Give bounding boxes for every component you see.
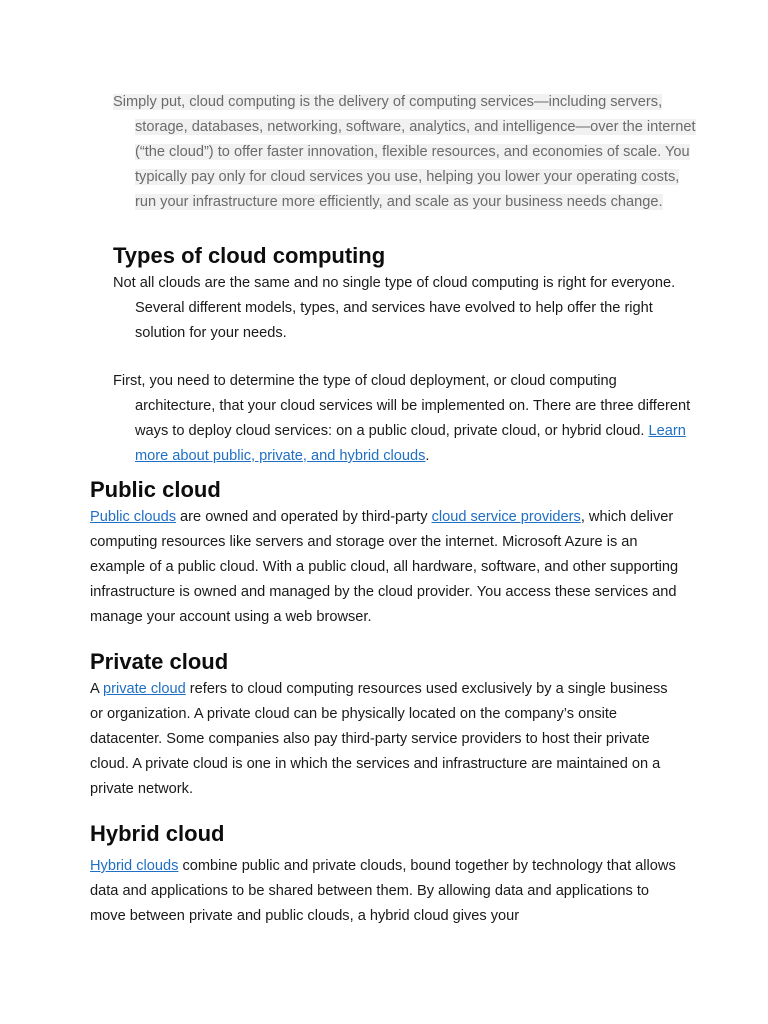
heading-public-cloud: Public cloud — [90, 477, 221, 502]
hybrid-text-1: combine public and private clouds, bound together by technology that allows data and applications to be shared between them. By allowing data and applications to move between private and public clouds, a hybrid cloud gives your — [90, 858, 676, 924]
hybrid-clouds-link[interactable]: Hybrid clouds — [90, 858, 179, 874]
public-text-1: are owned and operated by third-party — [176, 509, 432, 525]
types-p2-end: . — [425, 448, 430, 464]
types-p2-text: First, you need to determine the type of cloud deployment, or cloud computing architecture, that your cloud services will be implemented on. There are three different ways to deploy cloud services: on a public cloud, private cloud, or hybrid cloud. — [113, 373, 691, 439]
private-cloud-paragraph — [90, 677, 680, 802]
private-text-1: refers to cloud computing resources used exclusively by a single business or organization. A private cloud can be physically located on the company’s onsite datacenter. Some companies also pay third-party service providers to host their private cloud. A private cloud is one in which the services and infrastructure are maintained on a private network. — [90, 681, 668, 797]
intro-paragraph — [113, 90, 701, 215]
learn-more-link[interactable]: Learn more about public, private, and hybrid clouds — [135, 423, 686, 464]
types-paragraph-1: Not all clouds are the same and no single type of cloud computing is right for everyone. Several different models, types, and services have evolved to help offer the right solution for your needs. — [113, 275, 676, 341]
cloud-service-providers-link[interactable]: cloud service providers — [431, 509, 581, 525]
heading-private-cloud: Private cloud — [90, 649, 229, 674]
private-cloud-link[interactable]: private cloud — [102, 681, 186, 697]
public-clouds-link[interactable]: Public clouds — [90, 509, 176, 525]
intro-text: Simply put, cloud computing is the delivery of computing services—including servers, storage, databases, networking, software, analytics, and intelligence—over the internet (“the cloud”) to offer faster innovation, flexible resources, and economies of scale. You typically pay only for cloud services you use, helping you lower your operating costs, run your infrastructure more efficiently, and scale as your business needs change. — [113, 94, 696, 210]
heading-types-of-cloud-computing: Types of cloud computing — [113, 243, 386, 268]
private-text-0: A — [90, 681, 103, 697]
hybrid-cloud-paragraph — [90, 854, 680, 929]
heading-hybrid-cloud: Hybrid cloud — [90, 821, 225, 846]
types-paragraph-2 — [113, 369, 701, 469]
public-cloud-paragraph — [90, 505, 680, 630]
public-text-2: , which deliver computing resources like servers and storage over the internet. Microsoft Azure is an example of a public cloud. With a public cloud, all hardware, software, and other supporting infrastructure is owned and managed by the cloud provider. You access these services and manage your account using a web browser. — [90, 509, 679, 625]
